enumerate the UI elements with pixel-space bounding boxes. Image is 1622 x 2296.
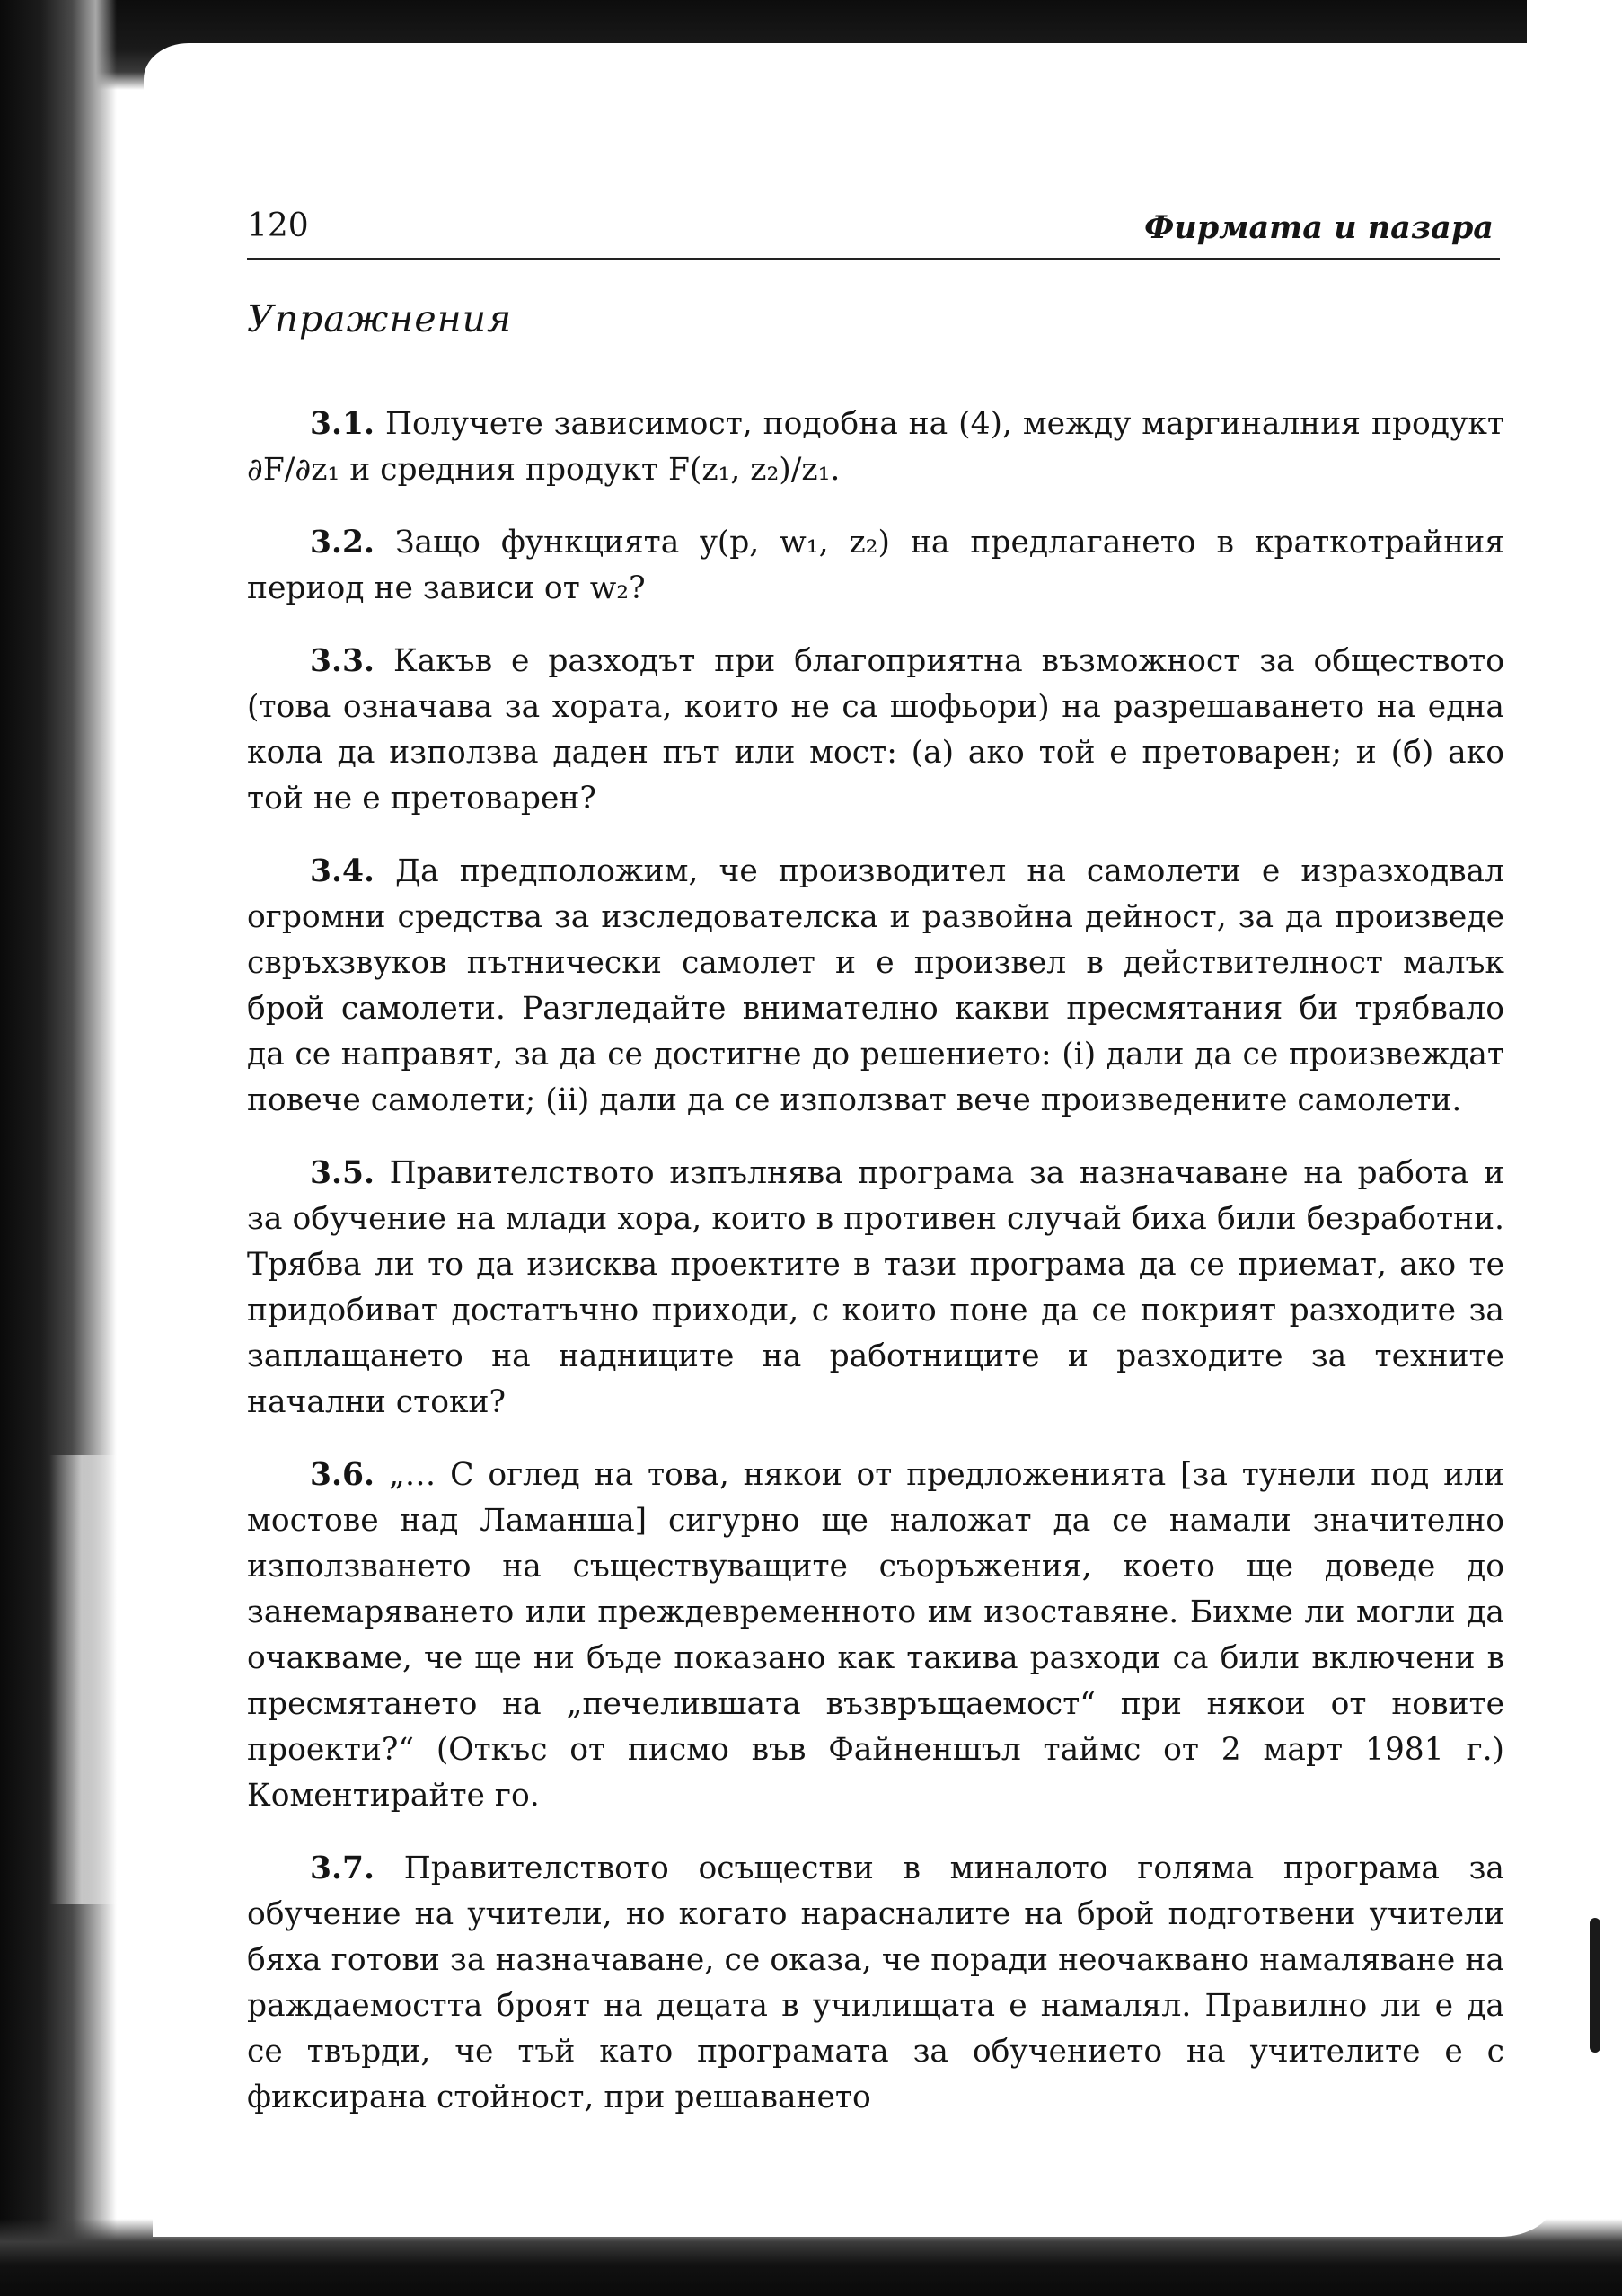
page-top-edge xyxy=(144,43,1545,106)
exercise-text: Правителството осъществи в миналото голяма програма за обучение на учители, но когато нарасналите на брой подготвени учители бяха готови за назначаване, се оказа, че поради неочаквано намаляване на раждаемостта броят на децата в училищата е намалял. Правилно ли е да се твърди, че тъй като програмата за обучението на учителите е с фиксирана стойност, при решаването xyxy=(247,1850,1504,2115)
exercise-text: „… С оглед на това, някои от предложенията [за тунели под или мостове над Ламанша] сигурно ще наложат да се намали значително използването на съществуващите съоръжения, което ще доведе до занемаряването или преждевременното им изоставяне. Бихме ли могли да очакваме, че ще ни бъде показано как такива разходи са били включени в пресмятането на „печелившата възвръщаемост“ при някои от новите проекти?“ (Откъс от писмо във Файненшъл таймс от 2 март 1981 г.) Коментирайте го. xyxy=(247,1457,1505,1814)
section-title: Упражнения xyxy=(247,297,513,340)
exercise-number: 3.5. xyxy=(310,1155,375,1191)
exercise-text: Правителството изпълнява програма за назначаване на работа и за обучение на млади хора, които в противен случай биха били безработни. Трябва ли то да изисква проектите в тази програма да се приемат, ако те придобиват достатъчно приходи, с които поне да се покрият разходите за заплащането на надниците на работниците и разходите за техните начални стоки? xyxy=(247,1155,1504,1420)
exercise-number: 3.2. xyxy=(310,525,375,561)
exercise-number: 3.4. xyxy=(310,853,375,889)
exercise-number: 3.1. xyxy=(310,406,375,442)
page-bottom-edge xyxy=(153,2192,1554,2237)
exercise-3-3 xyxy=(247,639,1504,822)
exercise-text: Защо функцията y(p, w₁, z₂) на предлагането в краткотрайния период не зависи от w₂? xyxy=(247,525,1505,606)
scan-shadow-left xyxy=(0,0,117,2296)
exercise-3-1 xyxy=(247,402,1504,493)
page-number: 120 xyxy=(247,208,309,244)
exercise-number: 3.7. xyxy=(310,1850,375,1886)
exercise-text: Какъв е разходът при благоприятна възможност за обществото (това означава за хората, които не са шофьори) на разрешаването на една кола да използва даден път или мост: (а) ако той е претоварен; и (б) ако той не е претоварен? xyxy=(247,643,1504,817)
exercise-3-4 xyxy=(247,849,1504,1124)
header-rule xyxy=(247,258,1500,260)
exercise-3-2 xyxy=(247,520,1504,612)
exercise-3-6 xyxy=(247,1453,1504,1819)
running-head: Фирмата и пазара xyxy=(1144,209,1494,246)
exercise-3-5 xyxy=(247,1151,1504,1426)
exercise-text: Да предположим, че производител на самолети е изразходвал огромни средства за изследователска и развойна дейност, за да произведе свръхзвуков пътнически самолет и е произвел в действителност малък брой самолети. Разгледайте внимателно какви пресмятания би трябвало да се направят, за да се достигне до решението: (i) дали да се произвеждат повече самолети; (ii) дали да се използват вече произведените самолети. xyxy=(247,853,1504,1118)
exercise-number: 3.6. xyxy=(310,1457,375,1493)
exercise-3-7 xyxy=(247,1846,1504,2121)
exercise-number: 3.3. xyxy=(310,643,375,679)
scan-shadow-left-highlight xyxy=(49,1455,130,1904)
scan-mark-right xyxy=(1590,1918,1600,2053)
exercise-list xyxy=(247,402,1504,2148)
exercise-text: Получете зависимост, подобна на (4), между маргиналния продукт ∂F/∂z₁ и средния продукт F(z₁, z₂)/z₁. xyxy=(247,406,1505,488)
